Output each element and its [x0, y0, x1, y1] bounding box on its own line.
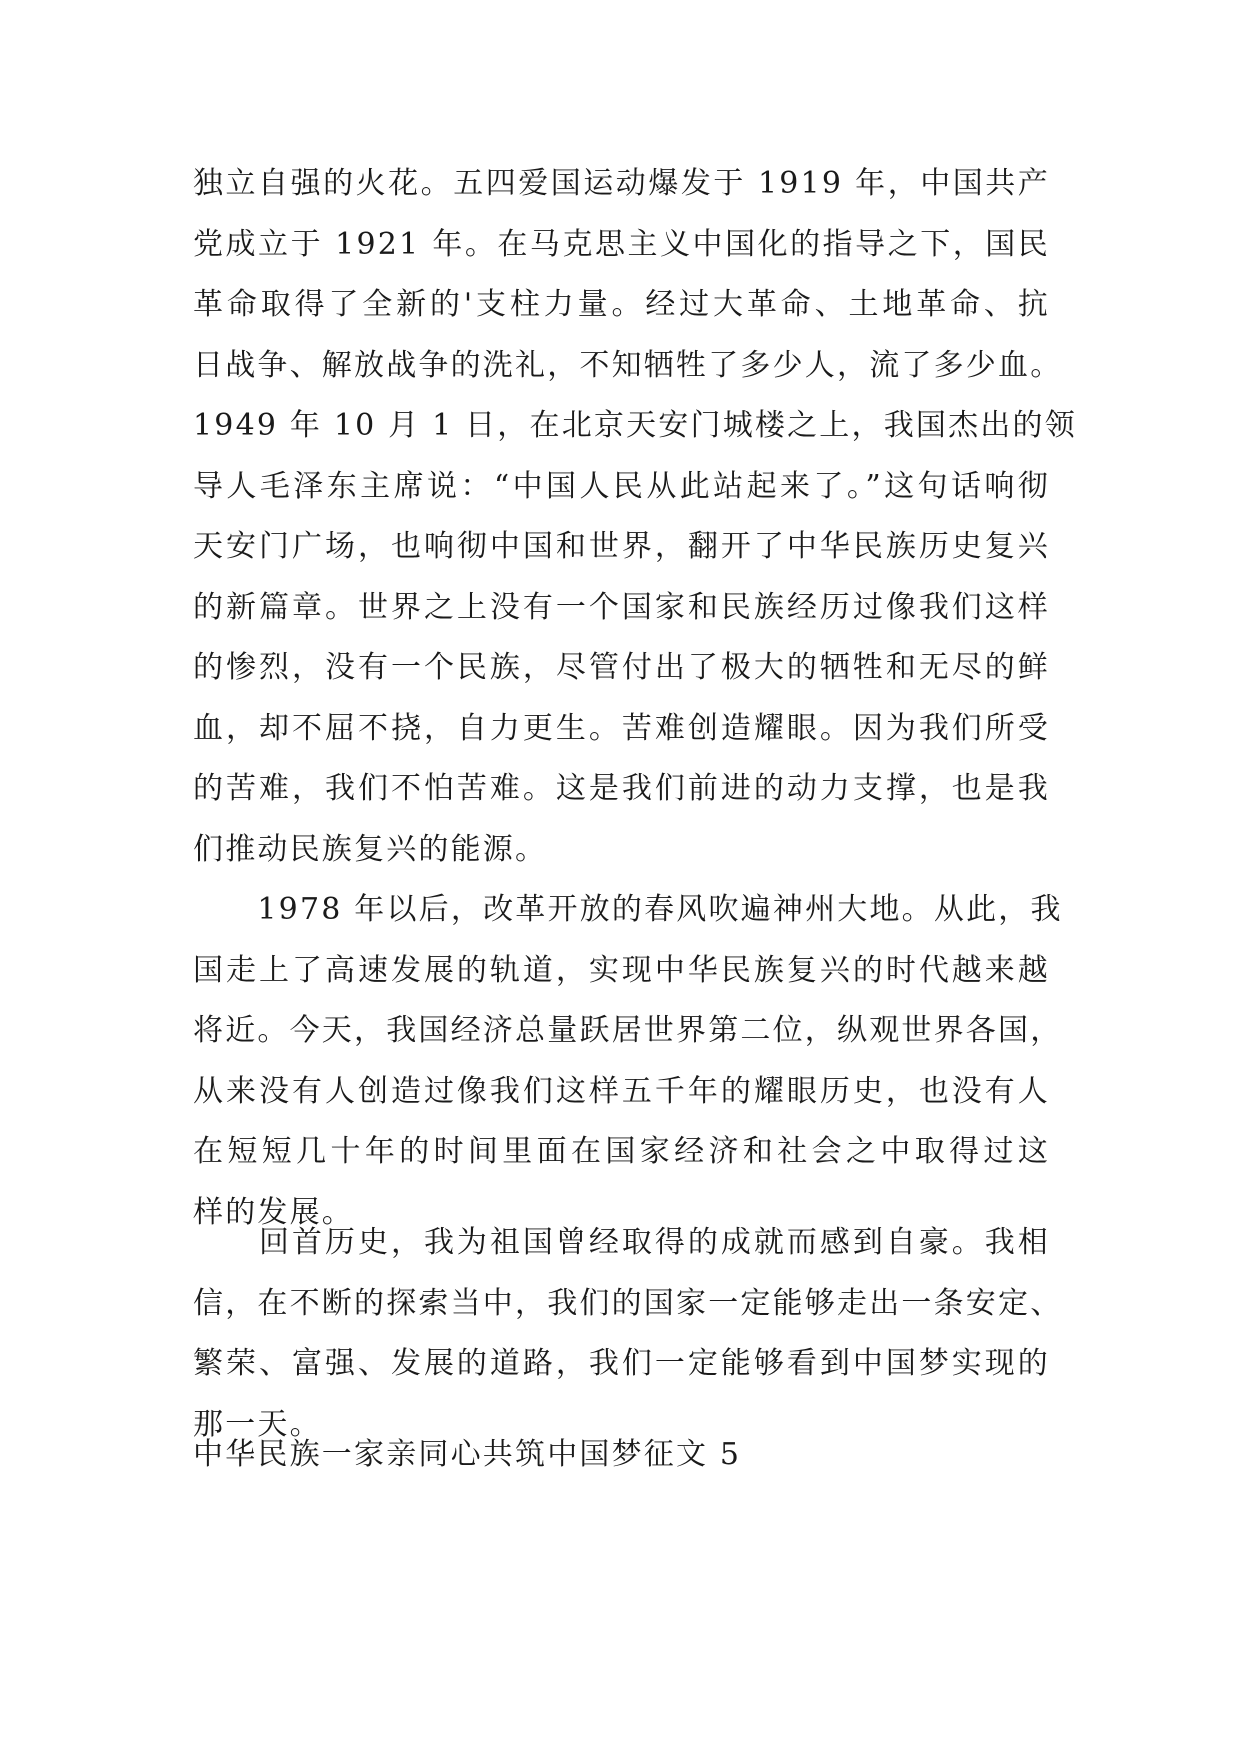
- text-line: 导人毛泽东主席说：“中国人民从此站起来了。”这句话响彻: [193, 468, 1050, 504]
- text-line: 天安门广场，也响彻中国和世界，翻开了中华民族历史复兴: [193, 529, 1050, 564]
- text-line: 血，却不屈不挠，自力更生。苦难创造耀眼。因为我们所受: [193, 710, 1050, 746]
- text-line: 繁荣、富强、发展的道路，我们一定能够看到中国梦实现的: [193, 1346, 1050, 1381]
- text-line: 从来没有人创造过像我们这样五千年的耀眼历史，也没有人: [193, 1073, 1050, 1109]
- text-line: 们推动民族复兴的能源。: [193, 831, 548, 867]
- paragraph-1: [193, 154, 1077, 880]
- text-line: 的惨烈，没有一个民族，尽管付出了极大的牺牲和无尽的鲜: [193, 650, 1050, 685]
- section-heading: 中华民族一家亲同心共筑中国梦征文 5: [193, 1437, 742, 1472]
- text-line: 党成立于 1921 年。在马克思主义中国化的指导之下，国民: [193, 226, 1050, 262]
- text-line: 那一天。: [193, 1406, 322, 1442]
- text-line: 1949 年 10 月 1 日，在北京天安门城楼之上，我国杰出的领: [193, 408, 1077, 443]
- text-line: 的新篇章。世界之上没有一个国家和民族经历过像我们这样: [193, 589, 1050, 625]
- text-line: 独立自强的火花。五四爱国运动爆发于 1919 年，中国共产: [193, 166, 1050, 201]
- text-line: 将近。今天，我国经济总量跃居世界第二位，纵观世界各国，: [193, 1013, 1063, 1048]
- text-line: 在短短几十年的时间里面在国家经济和社会之中取得过这: [193, 1134, 1050, 1169]
- text-line: 日战争、解放战争的洗礼，不知牺牲了多少人，流了多少血。: [193, 347, 1063, 383]
- text-line: 信，在不断的探索当中，我们的国家一定能够走出一条安定、: [193, 1285, 1063, 1321]
- paragraph-2: [193, 880, 1063, 1243]
- text-line: 的苦难，我们不怕苦难。这是我们前进的动力支撑，也是我: [193, 771, 1050, 806]
- paragraph-3: [193, 1213, 1063, 1455]
- text-line: 回首历史，我为祖国曾经取得的成就而感到自豪。我相: [193, 1225, 1050, 1260]
- text-line: 1978 年以后，改革开放的春风吹遍神州大地。从此，我: [193, 892, 1063, 927]
- text-line: 样的发展。: [193, 1194, 354, 1230]
- text-line: 革命取得了全新的'支柱力量。经过大革命、土地革命、抗: [193, 287, 1050, 322]
- text-line: 国走上了高速发展的轨道，实现中华民族复兴的时代越来越: [193, 952, 1050, 988]
